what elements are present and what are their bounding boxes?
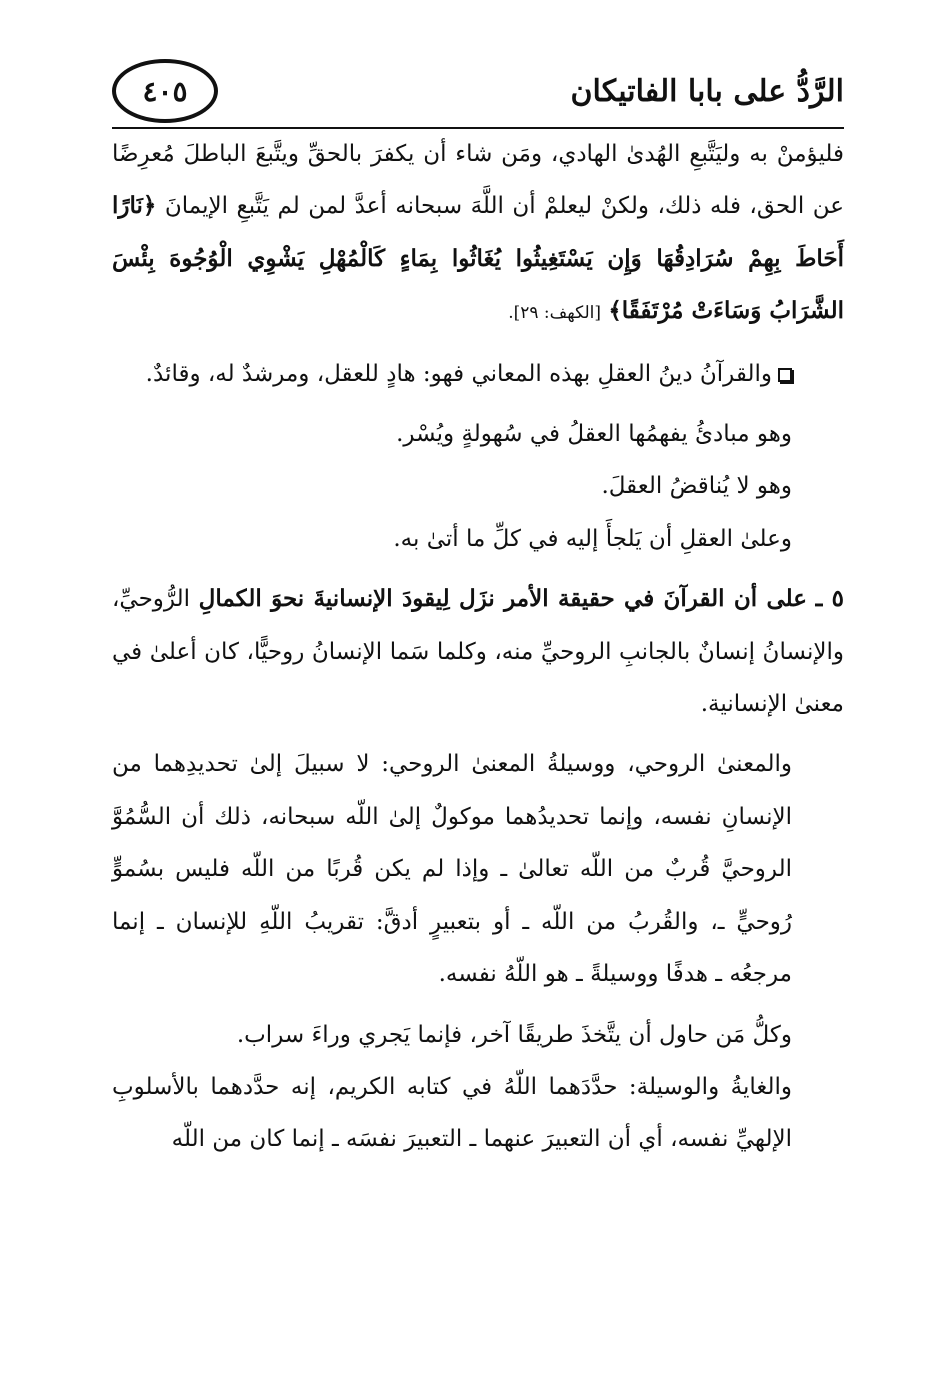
point-number: ٥ ـ [815, 585, 844, 613]
paragraph-2-text: والقرآنُ دينُ العقلِ بهذه المعاني فهو: هادٍ للعقل، ومرشدٌ له، وقائدٌ. [145, 360, 772, 387]
paragraph-7: والمعنىٰ الروحي، ووسيلةُ المعنىٰ الروحي: لا سبيلَ إلىٰ تحديدِهما من الإنسانِ نفسه، وإنما تحديدُهما موكولٌ إلىٰ اللّه سبحانه، ذلك أن السُّمُوَّ الروحيَّ قُربٌ من اللّه تعالىٰ ـ وإذا لم يكن قُربًا من اللّه فليس بسُموٍّ رُوحيٍّ ـ، والقُربُ من اللّه ـ أو بتعبيرٍ أدقَّ: تقريبُ اللّهِ للإنسان ـ إنما مرجعُه ـ هدفًا ووسيلةً ـ هو اللّهُ نفسه. [112, 751, 792, 988]
page-number: ٤٠٥ [142, 74, 188, 108]
paragraph-1 [112, 128, 844, 340]
paragraph-8: وكلُّ مَن حاول أن يتَّخذَ طريقًا آخر، فإنما يَجري وراءَ سراب. [236, 1021, 792, 1048]
paragraph-2 [112, 348, 844, 400]
paragraph-6-lead: على أن القرآنَ في حقيقة الأمر نزَل لِيقودَ الإنسانيةَ نحوَ الكمالِ [198, 585, 807, 613]
body-text [112, 128, 844, 1166]
running-title: الرَّدُّ على بابا الفاتيكان [570, 73, 844, 109]
paragraph-5: وعلىٰ العقلِ أن يَلجأَ إليه في كلِّ ما أتىٰ به. [393, 525, 792, 552]
running-header [112, 58, 844, 124]
verse-citation: [الكهف: ٢٩]. [508, 303, 601, 324]
paragraph-9: والغايةُ والوسيلة: حدَّدَهما اللّهُ في كتابه الكريم، إنه حدَّدهما بالأسلوبِ الإلهيِّ نفسه، أي أن التعبيرَ عنهما ـ التعبيرَ نفسَه ـ إنما كان من اللّه [112, 1073, 792, 1153]
paragraph-3: وهو مبادئُ يفهمُها العقلُ في سُهولةٍ ويُسْر. [396, 421, 792, 448]
page-number-badge [112, 59, 218, 123]
paragraph-4: وهو لا يُناقضُ العقلَ. [601, 473, 792, 500]
paragraph-6 [112, 573, 844, 730]
square-bullet-icon [778, 368, 792, 382]
paragraph-1-text: فليؤمنْ به وليَتَّبعِ الهُدىٰ الهادي، ومَن شاء أن يكفرَ بالحقِّ ويتَّبعَ الباطلَ مُعرِضًا عن الحق، فله ذلك، ولكنْ ليعلمْ أن اللَّهَ سبحانه أعدَّ لمن لم يَتَّبعِ الإيمانَ [112, 141, 845, 220]
quran-verse: ﴿نَارًا أَحَاطَ بِهِمْ سُرَادِقُهَا وَإِن يَسْتَغِيثُوا يُغَاثُوا بِمَاءٍ كَالْمُهْلِ يَشْوِي الْوُجُوهَ بِئْسَ الشَّرَابُ وَسَاءَتْ مُرْتَفَقًا﴾ [112, 192, 844, 325]
paragraph-6-text: الرُّوحيِّ، والإنسانُ إنسانٌ بالجانبِ الروحيِّ منه، وكلما سَما الإنسانُ روحيًّا، كان أعلىٰ في معنىٰ الإنسانية. [112, 586, 844, 718]
